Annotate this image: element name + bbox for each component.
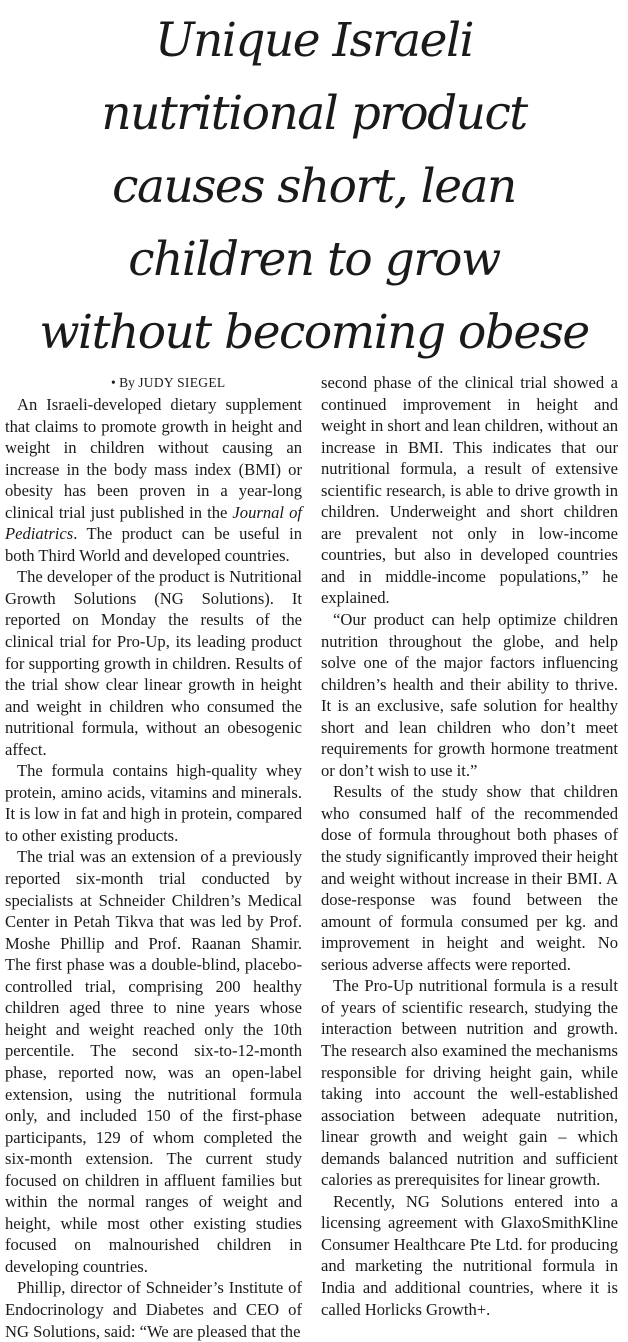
paragraph-3: The formula contains high-quality whey protein, amino acids, vitamins and minerals. It is low in fat and high in protein, compared to other existing products. [5, 761, 302, 845]
headline-line-2: nutritional product [101, 86, 527, 141]
paragraph-5-continued: second phase of the clinical trial showed a continued improvement in height and weight in short and lean children, without an increase in BMI. This indicates that our nutritional formula, a result of extensive scientific research, is able to drive growth in children. Underweight and short children are prevalent not only in low-income countries, but also in developed countries and in middle-income populations,” he explained. [321, 373, 618, 608]
paragraph-9: Recently, NG Solutions entered into a licensing agreement with GlaxoSmithKline Consumer Healthcare Pte Ltd. for producing and marketing the nutritional formula in India and additional countries, where it is called Horlicks Growth+. [321, 1191, 618, 1319]
headline-line-3: causes short, lean [112, 159, 516, 214]
byline-bullet: • [111, 375, 116, 390]
headline-line-5: without becoming obese [39, 305, 589, 360]
byline-prefix: By [119, 375, 135, 390]
article-column-right [321, 372, 618, 1320]
paragraph-1-text-a: An Israeli-developed dietary supplement that claims to promote growth in height and weight in children without causing an increase in the body mass index (BMI) or obesity has been proven in a year-long clinical trial just published in the [5, 395, 302, 522]
paragraph-6: “Our product can help optimize children nutrition throughout the globe, and help solve one of the major factors influencing children’s health and their ability to thrive. It is an exclusive, safe solution for healthy short and lean children who don’t meet requirements for growth hormone treatment or don’t wish to use it.” [321, 610, 618, 780]
paragraph-2: The developer of the product is Nutritional Growth Solutions (NG Solutions). It reported on Monday the results of the clinical trial for Pro-Up, its leading product for supporting growth in children. Results of the trial show clear linear growth in height and weight in children who consumed the nutritional formula, without an obesogenic affect. [5, 567, 302, 759]
article-column-left [5, 372, 302, 1342]
paragraph-4: The trial was an extension of a previously reported six-month trial conducted by specialists at Schneider Children’s Medical Center in Petah Tikva that was led by Prof. Moshe Phillip and Prof. Raanan Shamir. The first phase was a double-blind, placebo-controlled trial, comprising 200 healthy children aged three to nine years whose height and weight reached only the 10th percentile. The second six-to-12-month phase, reported now, was an open-label extension, using the nutritional formula only, and included 150 of the first-phase participants, 129 of whom completed the six-month extension. The current study focused on children in affluent families but within the normal ranges of weight and height, while most other existing studies focused on malnourished children in developing countries. [5, 847, 302, 1276]
headline-line-1: Unique Israeli [154, 13, 474, 68]
byline [5, 372, 302, 394]
paragraph-8: The Pro-Up nutritional formula is a result of years of scientific research, studying the interaction between nutrition and growth. The research also examined the mechanisms responsible for driving height gain, while taking into account the well-established association between adequate nutrition, linear growth and weight gain – which demands balanced nutrition and sufficient calories as prerequisites for linear growth. [321, 976, 618, 1190]
paragraph-1 [5, 394, 302, 566]
paragraph-5-start: Phillip, director of Schneider’s Institute of Endocrinology and Diabetes and CEO of NG Solutions, said: “We are pleased that the [5, 1278, 302, 1341]
headline-line-4: children to grow [128, 232, 500, 287]
journal-title: Journal of Pediatrics [5, 502, 302, 544]
byline-author: JUDY SIEGEL [138, 375, 226, 390]
paragraph-7: Results of the study show that children who consumed half of the recommended dose of formula throughout both phases of the study significantly improved their height and weight without increase in their BMI. A dose-response was found between the amount of formula consumed per kg. and improvement in height and weight. No serious adverse affects were reported. [321, 782, 618, 974]
paragraph-1-text-b: . The product can be useful in both Third World and developed countries. [5, 524, 302, 565]
headline [0, 4, 628, 369]
